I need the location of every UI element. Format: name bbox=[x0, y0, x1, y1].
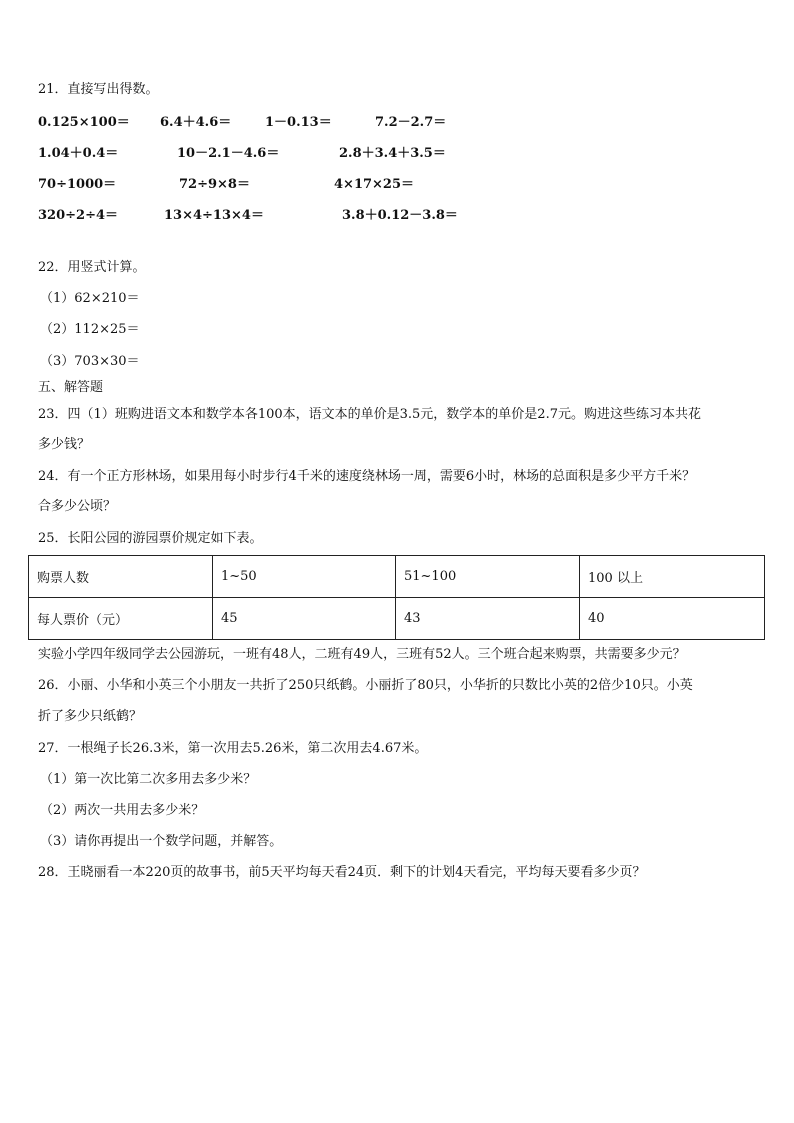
q21-item: 7.2－2.7＝ bbox=[375, 115, 447, 130]
q21-row-1 bbox=[38, 113, 758, 133]
table-header-row bbox=[29, 556, 765, 598]
q27-title: 27．一根绳子长26.3米，第一次用去5.26米，第二次用去4.67米。 bbox=[38, 741, 428, 756]
table-cell: 51~100 bbox=[396, 556, 580, 598]
table-cell: 45 bbox=[213, 598, 396, 640]
q24-line-1: 24．有一个正方形林场，如果用每小时步行4千米的速度绕林场一周，需要6小时，林场的总面积是多少平方千米？ bbox=[38, 469, 696, 484]
q25-question: 实验小学四年级同学去公园游玩，一班有48人，二班有49人，三班有52人。三个班合起来购票，共需要多少元？ bbox=[38, 647, 686, 662]
q21-item: 10－2.1－4.6＝ bbox=[177, 146, 280, 161]
q23-line-1: 23．四（1）班购进语文本和数学本各100本，语文本的单价是3.5元，数学本的单价是2.7元。购进这些练习本共花 bbox=[38, 407, 701, 422]
q22-item-2: （2）112×25＝ bbox=[40, 322, 140, 337]
q21-item: 6.4＋4.6＝ bbox=[160, 115, 232, 130]
q21-item: 4×17×25＝ bbox=[334, 177, 415, 192]
q21-item: 320÷2÷4＝ bbox=[38, 208, 119, 223]
section-heading: 五、解答题 bbox=[38, 380, 104, 395]
q24-line-2: 合多少公顷？ bbox=[38, 499, 117, 514]
table-cell: 每人票价（元） bbox=[29, 598, 213, 640]
ticket-price-table bbox=[28, 555, 765, 640]
q21-row-4 bbox=[38, 206, 758, 226]
q25-title: 25．长阳公园的游园票价规定如下表。 bbox=[38, 531, 263, 546]
q23-line-2: 多少钱？ bbox=[38, 437, 91, 452]
table-cell: 40 bbox=[580, 598, 765, 640]
q26-line-1: 26．小丽、小华和小英三个小朋友一共折了250只纸鹤。小丽折了80只，小华折的只数比小英的2倍少10只。小英 bbox=[38, 678, 693, 693]
q22-item-3: （3）703×30＝ bbox=[40, 354, 140, 369]
q26-line-2: 折了多少只纸鹤？ bbox=[38, 709, 143, 724]
table-cell: 100 以上 bbox=[580, 556, 765, 598]
q21-item: 72÷9×8＝ bbox=[179, 177, 250, 192]
q27-item-2: （2）两次一共用去多少米？ bbox=[40, 803, 205, 818]
q21-item: 70÷1000＝ bbox=[38, 177, 117, 192]
q22-title: 22．用竖式计算。 bbox=[38, 260, 146, 275]
q28-text: 28．王晓丽看一本220页的故事书，前5天平均每天看24页．剩下的计划4天看完，平均每天要看多少页？ bbox=[38, 865, 646, 880]
q27-item-3: （3）请你再提出一个数学问题，并解答。 bbox=[40, 834, 283, 849]
table-cell: 43 bbox=[396, 598, 580, 640]
q27-item-1: （1）第一次比第二次多用去多少米？ bbox=[40, 772, 257, 787]
q21-row-2 bbox=[38, 144, 758, 164]
q21-item: 13×4÷13×4＝ bbox=[164, 208, 264, 223]
q21-item: 2.8＋3.4＋3.5＝ bbox=[339, 146, 446, 161]
table-cell: 1~50 bbox=[213, 556, 396, 598]
q21-item: 3.8＋0.12－3.8＝ bbox=[342, 208, 458, 223]
q21-item: 0.125×100＝ bbox=[38, 115, 130, 130]
q22-item-1: （1）62×210＝ bbox=[40, 291, 140, 306]
q21-item: 1－0.13＝ bbox=[265, 115, 332, 130]
table-cell: 购票人数 bbox=[29, 556, 213, 598]
q21-title: 21．直接写出得数。 bbox=[38, 82, 159, 97]
table-row bbox=[29, 598, 765, 640]
q21-item: 1.04＋0.4＝ bbox=[38, 146, 119, 161]
q21-row-3 bbox=[38, 175, 758, 195]
